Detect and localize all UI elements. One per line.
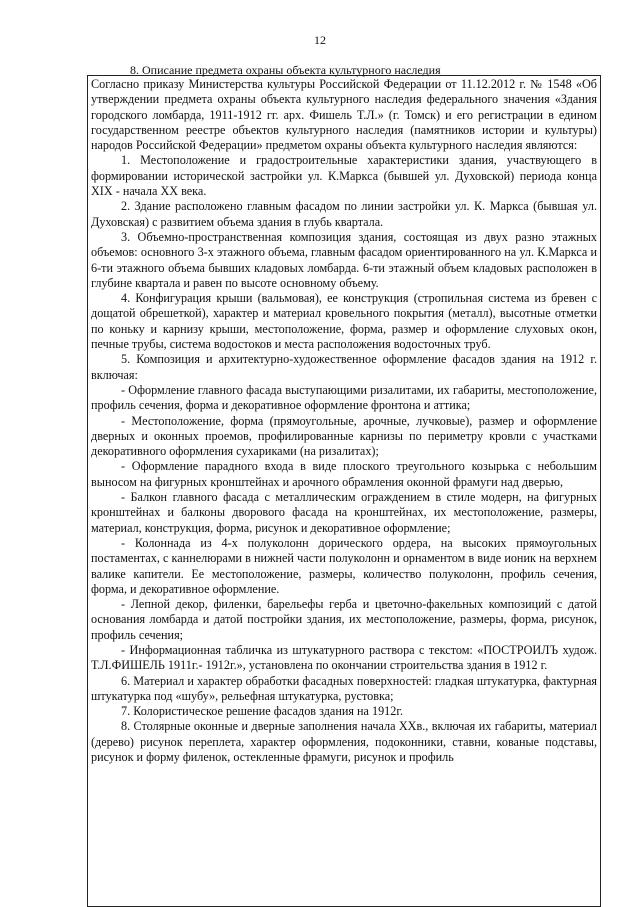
sub-item-paragraph: - Балкон главного фасада с металлическим ограждением в стиле модерн, на фигурных кронштейнах и балконы дворового фасада на кронштейнах, их местоположение, размеры, материал, конструкция, форма, рисунок и декоративное оформление; [91, 490, 597, 535]
item-paragraph: 6. Материал и характер обработки фасадных поверхностей: гладкая штукатурка, фактурная штукатурка под «шубу», рельефная штукатурка, рустовка; [91, 673, 597, 703]
content-box [87, 75, 601, 907]
sub-item-paragraph: - Информационная табличка из штукатурного раствора с текстом: «ПОСТРОИЛЪ худож. Т.Л.ФИШЕЛЬ 1911г.- 1912г.», установлена по окончании строительства здания в 1912 г. [91, 642, 597, 673]
sub-item-paragraph: - Оформление главного фасада выступающими ризалитами, их габариты, местоположение, профиль сечения, форма и декоративное оформление фронтона и аттика; [91, 382, 597, 413]
item-paragraph: 4. Конфигурация крыши (вальмовая), ее конструкция (стропильная система из бревен с дощатой обрешеткой), характер и материал кровельного покрытия (металл), высотные отметки по коньку и карнизу крыши, местоположение, форма, размер и оформление слуховых окон, печные трубы, система водостоков и места расположения водосточных труб. [91, 291, 597, 352]
item-paragraph: 8. Столярные оконные и дверные заполнения начала XXв., включая их габариты, материал (дерево) рисунок переплета, характер оформления, подоконники, ставни, кованые подставы, рисунок и форму филенок, остекленные фрамуги, рисунок и профиль [91, 719, 597, 765]
section-heading: 8. Описание предмета охраны объекта культурного наследия [130, 63, 441, 77]
item-paragraph: 7. Колористическое решение фасадов здания на 1912г. [121, 704, 404, 719]
sub-item-paragraph: - Лепной декор, филенки, барельефы герба и цветочно-факельных композиций с датой основания ломбарда и датой постройки здания, их местоположение, размеры, форма, рисунок, профиль сечения; [91, 597, 597, 642]
item-paragraph: 1. Местоположение и градостроительные характеристики здания, участвующего в формировании исторической застройки ул. К.Маркса (бывшей ул. Духовской) периода конца XIX - начала XX века. [91, 153, 597, 199]
sub-item-paragraph: - Колоннада из 4-х полуколонн дорического ордера, на высоких прямоугольных постаментах, с каннелюрами в нижней части полуколонн и орнаментом в виде ионик на верхнем валике капители. Ее местоположение, размеры, количество полуколонн, профиль сечения, форма, и декоративное оформление. [91, 535, 597, 596]
intro-paragraph: Согласно приказу Министерства культуры Российской Федерации от 11.12.2012 г. № 1548 «Об утверждении предмета охраны объекта культурного наследия федерального значения «Здания городского ломбарда, 1911-1912 гг. арх. Фишель Т.Л.» (г. Томск) и его регистрации в едином государственном реестре объектов культурного наследия (памятников истории и культуры) народов Российской Федерации» предметом охраны объекта культурного наследия являются: [91, 77, 597, 153]
item-paragraph: 2. Здание расположено главным фасадом по линии застройки ул. К. Маркса (бывшая ул. Духовская) с развитием объема здания в глубь квартала. [91, 199, 597, 229]
sub-item-paragraph: - Местоположение, форма (прямоугольные, арочные, лучковые), размер и оформление дверных и оконных проемов, профилированные карнизы по периметру кровли с участками декоративного оформления сухариками (на ризалитах); [91, 413, 597, 459]
item-paragraph: 3. Объемно-пространственная композиция здания, состоящая из двух разно этажных объемов: основного 3-х этажного объема, главным фасадом ориентированного на ул. К.Маркса и 6-ти этажного объема бывших кладовых ломбарда. 6-ти этажный объем кладовых расположен в глубине квартала и равен по высоте основному объему. [91, 229, 597, 290]
page-number: 12 [314, 33, 326, 47]
sub-item-paragraph: - Оформление парадного входа в виде плоского треугольного козырька с небольшим выносом на фигурных кронштейнах и арочного обрамления оконной фрамуги над дверью, [91, 459, 597, 489]
item-paragraph: 5. Композиция и архитектурно-художественное оформление фасадов здания на 1912 г. включая: [91, 352, 597, 382]
